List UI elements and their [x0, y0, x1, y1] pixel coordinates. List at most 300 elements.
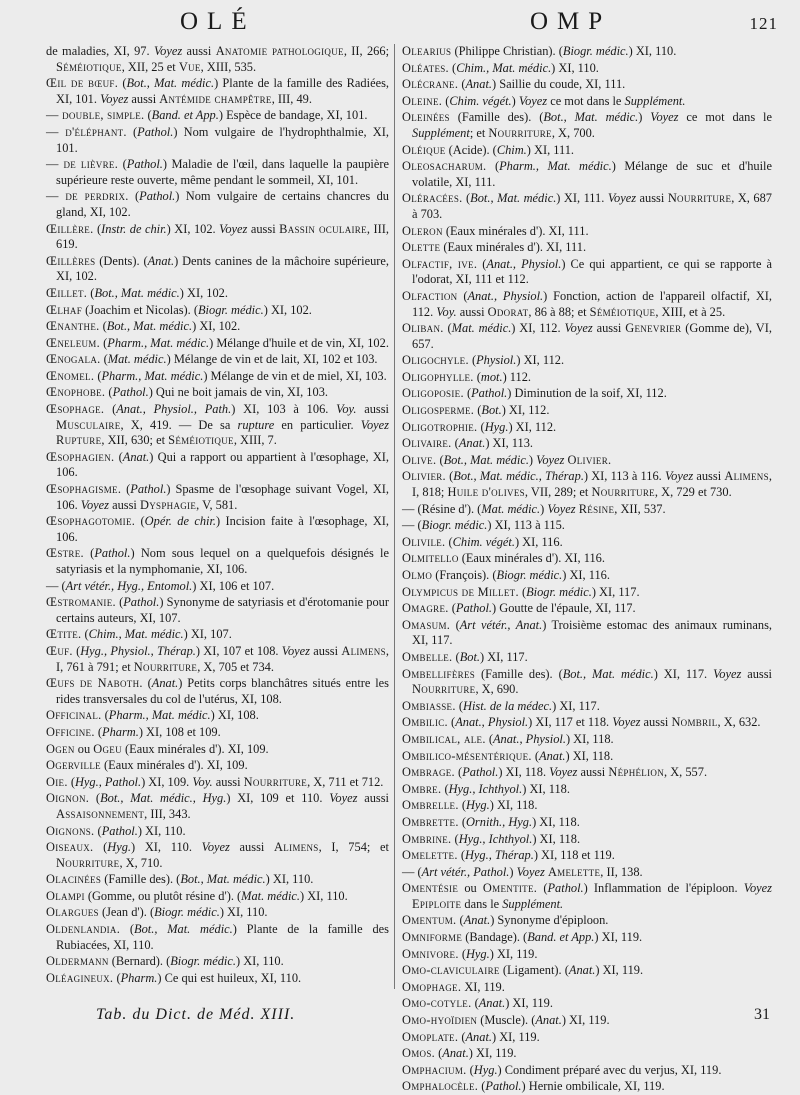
entry-text: ( — [128, 189, 140, 204]
domain-abbreviation: Bot., Mat. médic. — [443, 452, 529, 467]
entry-text: , X, 632. — [717, 715, 761, 730]
index-entry — [402, 321, 772, 352]
cross-reference: Musculaire — [56, 417, 121, 432]
headword: Omoplate. — [402, 1029, 459, 1044]
entry-text: ) 112. — [502, 369, 532, 384]
headword: Olearius — [402, 44, 452, 58]
headword: Oléique — [402, 142, 446, 157]
headword: Œnogala. — [46, 352, 101, 367]
entry-text: ( — [99, 319, 107, 334]
entry-text: , XII, 630; et — [101, 433, 169, 448]
entry-text: (Jean d'). ( — [98, 905, 155, 920]
index-entry — [46, 303, 389, 319]
domain-abbreviation: Voyez — [281, 643, 310, 658]
index-entry — [402, 1079, 772, 1095]
entry-text: ( — [458, 946, 466, 961]
index-entry — [402, 1013, 772, 1029]
cross-reference: Nourriture — [243, 774, 308, 789]
entry-text: ou — [458, 881, 483, 896]
domain-abbreviation: Pathol. — [455, 601, 493, 616]
entry-text: ) Goutte de l'épaule, XI, 117. — [492, 601, 636, 616]
index-entry — [46, 336, 389, 352]
domain-abbreviation: Hyg., Pathol. — [74, 774, 142, 789]
domain-abbreviation: Chim., Mat. médic. — [88, 627, 184, 642]
entry-text: , X, 687 à 703. — [412, 191, 772, 221]
entry-text: ) Spasme de l'œsophage suivant Vogel, XI, 106. — [56, 482, 389, 512]
entry-text: ( — [447, 715, 456, 730]
entry-text: ) Plante de la famille des Radiées, XI, 101. — [56, 76, 389, 106]
headword: Oliban. — [402, 321, 444, 336]
entry-text: ( — [458, 77, 466, 92]
headword: Oléracées. — [402, 191, 463, 206]
headword: Omniforme — [402, 930, 463, 945]
entry-text: (Muscle). ( — [477, 1013, 536, 1028]
headword: Ombrine. — [402, 831, 452, 846]
domain-abbreviation: Chim. végét. — [449, 93, 512, 108]
entry-text: ) XI, 111. — [526, 142, 575, 157]
index-entry — [46, 157, 389, 188]
entry-text: ) — [509, 864, 517, 879]
index-entry — [402, 353, 772, 369]
entry-text: dans le — [461, 896, 503, 911]
entry-text: ( — [451, 831, 459, 846]
index-entry — [402, 601, 772, 617]
entry-text: — ( — [402, 518, 422, 533]
headword: Œsophagotomie. — [46, 514, 136, 529]
entry-text: aussi — [741, 666, 772, 681]
entry-text: ) XI, 110. — [219, 905, 268, 920]
cross-reference: Odorat — [487, 304, 529, 319]
entry-text: ) XI, 118. — [522, 781, 570, 796]
entry-text: ( — [67, 774, 75, 789]
headword: Omentite. — [482, 881, 538, 896]
entry-text: ) XI, 112. — [501, 403, 550, 418]
cross-reference: Anatomie pathologique — [215, 44, 344, 58]
entry-text: ) XI, 110. — [137, 823, 186, 838]
entry-text: ce mot dans le — [678, 110, 772, 125]
domain-abbreviation: mot. — [480, 369, 503, 384]
entry-text: ) — [540, 501, 548, 516]
entry-text: ) Mélange de vin et de miel, XI, 103. — [203, 368, 387, 383]
entry-text: ) Hernie ombilicale, XI, 119. — [521, 1079, 665, 1094]
entry-text: ( — [93, 840, 108, 855]
cross-reference: Olivier — [567, 452, 609, 467]
domain-abbreviation: Band. et App. — [151, 108, 219, 123]
index-entry — [402, 765, 772, 781]
domain-abbreviation: Anat. — [147, 253, 175, 268]
headword: Oiseaux. — [46, 840, 94, 855]
column-rule — [394, 44, 395, 989]
entry-text: ( — [473, 369, 481, 384]
entry-text: ) XI, 113. — [485, 436, 534, 451]
entry-text: ) XI, 112. — [511, 321, 565, 336]
index-entry — [402, 289, 772, 320]
entry-text: ( — [462, 191, 471, 206]
entry-text: XI, 119. — [461, 979, 505, 994]
domain-abbreviation: Pathol. — [123, 595, 160, 610]
entry-text: (Bernard). ( — [108, 954, 171, 969]
domain-abbreviation: Anat. — [442, 1046, 469, 1061]
domain-abbreviation: Hyg., Ichthyol. — [448, 781, 523, 796]
index-entry — [402, 848, 772, 864]
domain-abbreviation: Pathol. — [130, 482, 167, 497]
headword: Oleine. — [402, 93, 443, 108]
entry-text: ) Fonction, action de l'appareil olfactif, XI, 112. — [412, 288, 772, 319]
domain-abbreviation: Anat. — [465, 1029, 492, 1044]
entry-text: ( — [466, 1062, 474, 1077]
cross-reference: Néphélion — [608, 765, 665, 780]
index-entry — [402, 996, 772, 1012]
entry-text: ) XI, 118. — [532, 831, 581, 846]
page-number: 121 — [749, 14, 778, 33]
entry-text: aussi — [310, 643, 342, 658]
entry-text: ( — [144, 108, 152, 123]
entry-text: aussi — [212, 774, 244, 789]
entry-text: , III, 343. — [144, 806, 191, 821]
entry-text: ) XI, 117. — [480, 649, 528, 664]
entry-text: , II, 266; — [343, 44, 390, 58]
cross-reference: Assaisonnement — [56, 806, 145, 821]
cross-reference: Epiploite — [412, 896, 462, 911]
entry-text: ( — [142, 676, 152, 691]
domain-abbreviation: Bot., Mat. médic., Hyg. — [100, 791, 227, 806]
entry-text: ) XI, 108. — [210, 708, 259, 723]
domain-abbreviation: Hyg., Thérap. — [464, 848, 534, 863]
entry-text: , X, 557. — [664, 765, 708, 780]
headword: Oligotrophie. — [402, 419, 478, 434]
domain-abbreviation: Supplément. — [624, 93, 686, 108]
domain-abbreviation: Hyg., Physiol., Thérap. — [80, 643, 196, 658]
cross-reference: Alimens — [724, 469, 769, 484]
domain-abbreviation: Anat. — [478, 996, 506, 1011]
entry-text: ( — [126, 124, 138, 139]
domain-abbreviation: Voyez — [607, 191, 637, 206]
cross-reference: Alimens — [274, 840, 319, 855]
entry-text: ( — [448, 601, 456, 616]
headword: Omphacium. — [402, 1062, 467, 1077]
domain-abbreviation: Anat. — [122, 449, 150, 464]
entry-text: ( — [452, 649, 460, 664]
headword: Omphalocèle. — [402, 1079, 479, 1094]
index-entry — [402, 963, 772, 979]
entry-text: (François). ( — [432, 568, 497, 582]
entry-text: aussi — [247, 221, 280, 236]
domain-abbreviation: Voyez — [664, 469, 694, 484]
entry-text: ( — [458, 814, 466, 829]
index-entry — [402, 881, 772, 912]
cross-reference: Huile d'olives — [447, 485, 525, 500]
entry-text: (Philippe Christian). ( — [451, 44, 563, 58]
cross-reference: Dysphagie — [139, 497, 197, 512]
index-entry — [402, 980, 772, 996]
entry-text: ( — [443, 321, 452, 336]
entry-text: , I, 761 à 791; et — [56, 643, 390, 674]
headword: Œnanthe. — [46, 319, 100, 334]
entry-text: , XIII, 535. — [200, 59, 257, 74]
headword: Omnivore. — [402, 946, 459, 961]
entry-text: ) Troisième estomac des animaux ruminans, XI, 117. — [412, 617, 772, 648]
domain-abbreviation: Voyez — [518, 93, 548, 108]
entry-text: , XII, 537. — [614, 501, 666, 516]
headword: Olivaire. — [402, 436, 452, 451]
entry-text: ) XI, 110. — [551, 60, 599, 75]
entry-text: ( — [451, 436, 459, 451]
index-entry — [402, 257, 772, 288]
cross-reference: Nourriture — [56, 855, 120, 870]
entry-text: , X, 710. — [119, 855, 163, 870]
domain-abbreviation: Voyez — [80, 497, 109, 512]
entry-text: , III, 619. — [56, 221, 389, 252]
headword: Omentum. — [402, 913, 457, 928]
index-entry — [402, 386, 772, 402]
headword: Oignons. — [46, 823, 95, 838]
entry-text: ( — [87, 285, 95, 300]
domain-abbreviation: Biogr. médic. — [197, 302, 264, 317]
entry-text: ( — [81, 627, 89, 642]
index-entry — [46, 385, 389, 401]
headword: Œillères — [46, 253, 96, 268]
cross-reference: Antémide champêtre — [159, 91, 272, 106]
index-entry — [46, 905, 389, 921]
index-entry — [402, 749, 772, 765]
entry-text: ) Qui a rapport ou appartient à l'œsophage, XI, 106. — [56, 449, 389, 480]
index-entry — [402, 568, 772, 584]
domain-abbreviation: Voyez — [100, 91, 129, 106]
domain-abbreviation: Voyez — [612, 715, 641, 730]
headword: Olécrane. — [402, 77, 459, 92]
headword: Œnomel. — [46, 368, 95, 383]
entry-text: ) XI, 111. — [556, 191, 608, 206]
index-entry — [46, 76, 389, 107]
index-entry — [46, 644, 389, 675]
entry-text: ) XI, 110. — [265, 872, 314, 887]
entry-text: ) XI, 116. — [514, 534, 563, 549]
entry-text: aussi — [636, 191, 668, 206]
index-entry — [402, 420, 772, 436]
index-entry — [46, 775, 389, 791]
entry-text: ) XI, 112. — [508, 419, 557, 434]
entry-text: ) XI, 108 et 109. — [138, 724, 221, 739]
index-entry — [46, 254, 389, 285]
entry-text: ( — [457, 848, 465, 863]
entry-text: ) XI, 110. — [235, 954, 284, 969]
entry-text: (Famille des). ( — [475, 666, 563, 681]
entry-text: ( — [118, 157, 127, 172]
entry-text: — (Résine d'). ( — [402, 501, 482, 516]
domain-abbreviation: Chim. — [496, 142, 527, 157]
entry-text: ( — [485, 731, 493, 746]
entry-text: , VII, 289; et — [524, 485, 592, 500]
index-entry — [46, 189, 389, 220]
headword: — double, simple. — [46, 108, 145, 123]
entry-text: ) Dents canines de la mâchoire supérieure, XI, 102. — [56, 253, 389, 284]
index-entry — [46, 286, 389, 302]
domain-abbreviation: Bot., Mat. médic. — [180, 872, 266, 887]
entry-text: ) Synonyme d'épiploon. — [490, 913, 609, 928]
entry-text: ) XI, 119. — [491, 1029, 540, 1044]
entry-text: ( — [457, 288, 468, 303]
domain-abbreviation: Art vétér., Hyg., Entomol. — [65, 578, 193, 593]
headword: Olivile. — [402, 534, 446, 549]
headword: Omelette. — [402, 848, 458, 863]
headword: Oligoposie. — [402, 386, 464, 401]
index-entry — [402, 732, 772, 748]
entry-text: ( — [486, 159, 500, 174]
entry-text: ) XI, 119. — [595, 963, 644, 978]
entry-text: , X, 700. — [551, 125, 595, 140]
domain-abbreviation: Anat. — [465, 77, 492, 92]
entry-text: ( — [101, 708, 109, 723]
domain-abbreviation: Bot. — [481, 403, 502, 418]
entry-text: ) Espèce de bandage, XI, 101. — [218, 108, 368, 123]
index-entry — [46, 222, 389, 253]
entry-text: ) XI, 106 et 107. — [192, 578, 275, 593]
entry-text: ( — [477, 256, 487, 271]
headword: Omos. — [402, 1046, 436, 1061]
index-entry — [402, 535, 772, 551]
index-entry — [402, 143, 772, 159]
entry-text: ( — [456, 913, 464, 928]
domain-abbreviation: Voyez — [516, 864, 545, 879]
entry-text: ( — [93, 221, 102, 236]
domain-abbreviation: Anat., Physiol., Path. — [116, 402, 232, 417]
entry-text: en particulier. — [274, 417, 361, 432]
domain-abbreviation: Hyg. — [473, 1062, 498, 1077]
entry-text: ) Plante de la famille des Rubiacées, XI, 110. — [56, 922, 389, 952]
entry-text: , I, 754; et — [318, 840, 389, 855]
domain-abbreviation: Pharm., Mat. médic. — [108, 708, 211, 723]
headword: Œlhaf — [46, 302, 83, 317]
index-entry — [402, 585, 772, 601]
entry-text: aussi — [128, 91, 160, 106]
index-entry — [402, 403, 772, 419]
entry-text: ( — [113, 970, 121, 985]
domain-abbreviation: Bot., Mat. médic. — [134, 922, 233, 937]
index-entry — [46, 108, 389, 124]
headword: Oignon. — [46, 791, 90, 806]
domain-abbreviation: Hyg. — [484, 419, 509, 434]
entry-text: ) XI, 117. — [591, 584, 640, 599]
index-entry — [46, 758, 389, 774]
headword: Omophage. — [402, 979, 462, 994]
domain-abbreviation: Pharm., Mat. médic. — [101, 368, 204, 383]
domain-abbreviation: Biogr. médic. — [154, 905, 220, 920]
entry-text: ( — [445, 469, 454, 484]
entry-text: ) XI, 102. — [166, 221, 220, 236]
domain-abbreviation: Art vétér., Pathol. — [421, 864, 510, 879]
entry-text: ( — [454, 765, 463, 780]
headword: Officinal. — [46, 708, 102, 723]
domain-abbreviation: Anat. — [535, 1013, 562, 1028]
domain-abbreviation: Pathol. — [137, 124, 174, 139]
cross-reference: Nourriture — [591, 485, 655, 500]
entry-text: (Acide). ( — [445, 142, 497, 157]
entry-text: , II, 138. — [600, 864, 643, 879]
headword: Oleosacharum. — [402, 159, 487, 174]
domain-abbreviation: Voyez — [360, 417, 389, 432]
entry-text: ( — [441, 781, 449, 796]
entry-text: aussi — [357, 791, 389, 806]
domain-abbreviation: Hyg. — [465, 798, 490, 813]
domain-abbreviation: Pharm. — [102, 724, 139, 739]
entry-text: aussi — [577, 765, 609, 780]
entry-text: ( — [118, 76, 127, 91]
index-entry — [402, 94, 772, 110]
entry-text: ( — [448, 60, 457, 75]
entry-text: ) Mélange d'huile et de vin, XI, 102. — [209, 335, 389, 350]
entry-text: ) XI, 103 à 106. — [231, 402, 337, 417]
entry-text: ( — [100, 352, 108, 367]
headword: Olargues — [46, 905, 99, 920]
domain-abbreviation: Voyez — [153, 44, 183, 58]
domain-abbreviation: Pathol. — [112, 385, 149, 400]
domain-abbreviation: Chim. végét. — [452, 534, 515, 549]
headword: Œnophobe. — [46, 385, 106, 400]
entry-text: ) XI, 118. — [498, 765, 550, 780]
headword: — de perdrix. — [46, 189, 129, 204]
entry-text: ( — [445, 534, 453, 549]
domain-abbreviation: Chim., Mat. médic. — [456, 60, 552, 75]
cross-reference: Séméiotique — [56, 59, 122, 74]
domain-abbreviation: Band. et App. — [527, 930, 595, 945]
entry-text: ( — [478, 1079, 486, 1094]
domain-abbreviation: Anat. — [539, 748, 566, 763]
index-entry — [46, 742, 389, 758]
entry-text: ) XI, 109. — [141, 774, 193, 789]
headword: Œufs de Naboth. — [46, 676, 143, 691]
entry-text: , X, 711 et 712. — [307, 774, 384, 789]
domain-abbreviation: Voyez — [329, 791, 358, 806]
index-entry — [46, 125, 389, 156]
headword: Œsophagien. — [46, 449, 115, 464]
entry-text: aussi — [456, 304, 488, 319]
headword: Oleinées — [402, 110, 450, 125]
domain-abbreviation: Biogr. médic. — [562, 44, 629, 58]
index-entry — [402, 650, 772, 666]
entry-text: ) Petits corps blanchâtres situés entre les rides transversales du col de l'utérus, XI, 108. — [56, 676, 389, 706]
entry-text: , X, 729 et 730. — [654, 485, 732, 500]
headword: Oléagineux. — [46, 970, 114, 985]
domain-abbreviation: Biogr. médic. — [170, 954, 236, 969]
domain-abbreviation: Pathol. — [101, 823, 138, 838]
domain-abbreviation: Anat., Physiol. — [486, 256, 562, 271]
entry-text: ) Inflammation de l'épiploon. — [583, 881, 744, 896]
entry-text: ) Mélange de suc et d'huile volatile, XI, 111. — [412, 159, 772, 189]
domain-abbreviation: Pathol. — [139, 189, 176, 204]
cross-reference: Résine — [578, 501, 615, 516]
entry-text: ) Qui ne boit jamais de vin, XI, 103. — [148, 385, 328, 400]
index-entry — [402, 618, 772, 649]
domain-abbreviation: Instr. de chir. — [101, 221, 167, 236]
entry-text: ) Nom vulgaire de certains chancres du gland, XI, 102. — [56, 189, 389, 219]
domain-abbreviation: Mat. médic. — [107, 352, 167, 367]
entry-text: ( — [468, 353, 477, 368]
domain-abbreviation: Bot., Mat. médic. — [94, 285, 180, 300]
index-entry — [402, 159, 772, 190]
entry-text: ) XI, 110. — [628, 44, 677, 58]
domain-abbreviation: Voyez — [564, 321, 593, 336]
index-entry — [402, 930, 772, 946]
cross-reference: Séméiotique — [589, 304, 656, 319]
domain-abbreviation: Voyez — [536, 452, 565, 467]
headword: Olette — [402, 240, 441, 255]
index-entry — [402, 518, 772, 534]
index-entry — [402, 61, 772, 77]
headword: Ombre. — [402, 781, 442, 796]
headword: Oie. — [46, 774, 68, 789]
headword: Œneleum. — [46, 335, 101, 350]
domain-abbreviation: Anat., Physiol. — [455, 715, 529, 730]
